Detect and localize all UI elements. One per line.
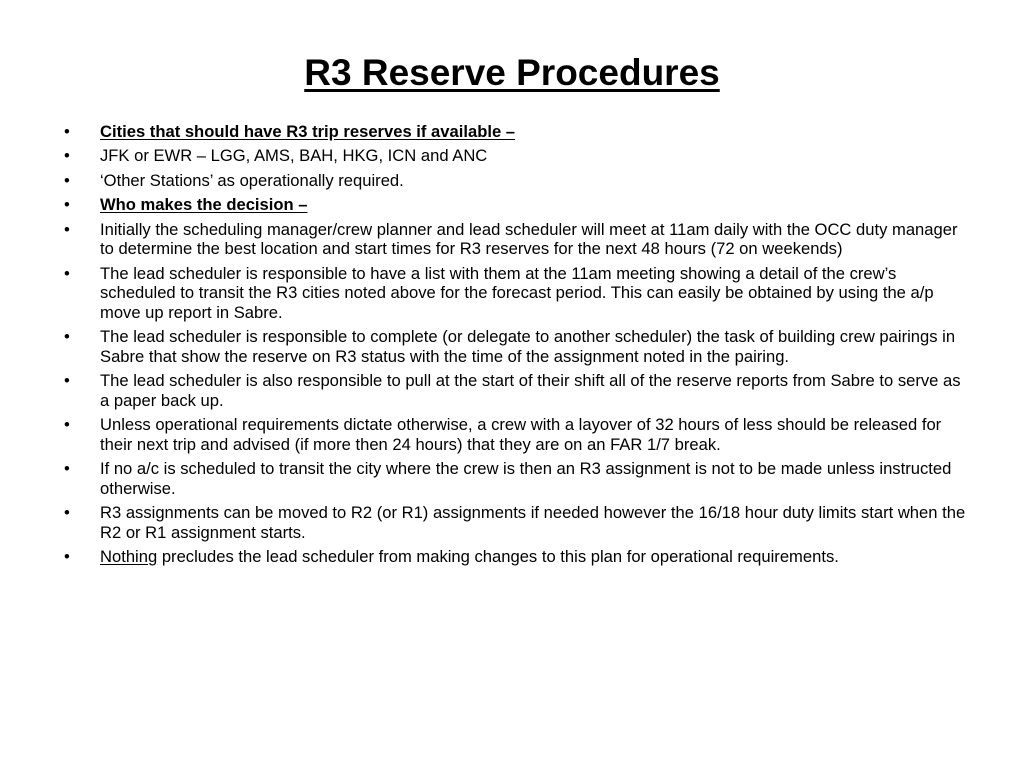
bullet-icon: •	[64, 195, 70, 215]
bullet-text: JFK or EWR – LGG, AMS, BAH, HKG, ICN and ANC	[100, 146, 488, 166]
bullet-item-nothing-precludes	[64, 547, 974, 567]
bullet-text: precludes the lead scheduler from making changes to this plan for operational requirements.	[157, 547, 839, 567]
bullet-icon: •	[64, 459, 70, 479]
bullet-icon: •	[64, 503, 70, 523]
bullet-item-no-transit	[64, 459, 974, 498]
slide-title: R3 Reserve Procedures	[304, 52, 720, 93]
bullet-item-decision-heading	[64, 195, 974, 215]
bullet-item-cities-heading	[64, 122, 974, 142]
bullet-text: R3 assignments can be moved to R2 (or R1) assignments if needed however the 16/18 hour duty limits start when the R2 or R1 assignment starts.	[100, 503, 966, 542]
bullet-text: The lead scheduler is responsible to complete (or delegate to another scheduler) the task of building crew pairings in Sabre that show the reserve on R3 status with the time of the assignment noted in the pairing.	[100, 327, 956, 366]
bullet-text: Initially the scheduling manager/crew planner and lead scheduler will meet at 11am daily with the OCC duty manager to determine the best location and start times for R3 reserves for the next 48 hours (72 on weekends)	[100, 219, 958, 259]
bullet-heading: Cities that should have R3 trip reserves if available –	[100, 122, 516, 141]
bullet-text: Unless operational requirements dictate otherwise, a crew with a layover of 32 hours of less should be released for their next trip and advised (if more then 24 hours) that they are on an FAR 1/7 break.	[100, 415, 942, 454]
bullet-icon: •	[64, 219, 70, 239]
bullet-text: The lead scheduler is responsible to have a list with them at the 11am meeting showing a detail of the crew’s scheduled to transit the R3 cities noted above for the forecast period. This can easily be obtained by using the a/p move up report in Sabre.	[100, 263, 934, 322]
bullet-item-list-responsibility	[64, 264, 974, 323]
bullet-text: If no a/c is scheduled to transit the city where the crew is then an R3 assignment is not to be made unless instructed otherwise.	[100, 459, 952, 498]
bullet-icon: •	[64, 415, 70, 435]
bullet-item-other-stations	[64, 171, 974, 191]
bullet-icon: •	[64, 146, 70, 166]
bullet-item-cities-list	[64, 146, 974, 166]
bullet-text: The lead scheduler is also responsible to pull at the start of their shift all of the reserve reports from Sabre to serve as a paper back up.	[100, 371, 961, 410]
bullet-icon: •	[64, 327, 70, 347]
bullet-item-layover	[64, 415, 974, 454]
bullet-item-reports	[64, 371, 974, 410]
bullet-item-pairings	[64, 327, 974, 366]
bullet-icon: •	[64, 263, 70, 283]
bullet-icon: •	[64, 371, 70, 391]
bullet-icon: •	[64, 122, 70, 141]
bullet-icon: •	[64, 547, 70, 567]
bullet-heading: Who makes the decision –	[100, 195, 308, 215]
bullet-text: ‘Other Stations’ as operationally required.	[100, 170, 404, 190]
bullet-list	[64, 122, 974, 571]
bullet-icon: •	[64, 170, 70, 190]
bullet-item-initial-meeting	[64, 220, 974, 259]
emphasis-word: Nothing	[100, 547, 158, 567]
bullet-item-r2-r1	[64, 503, 974, 542]
